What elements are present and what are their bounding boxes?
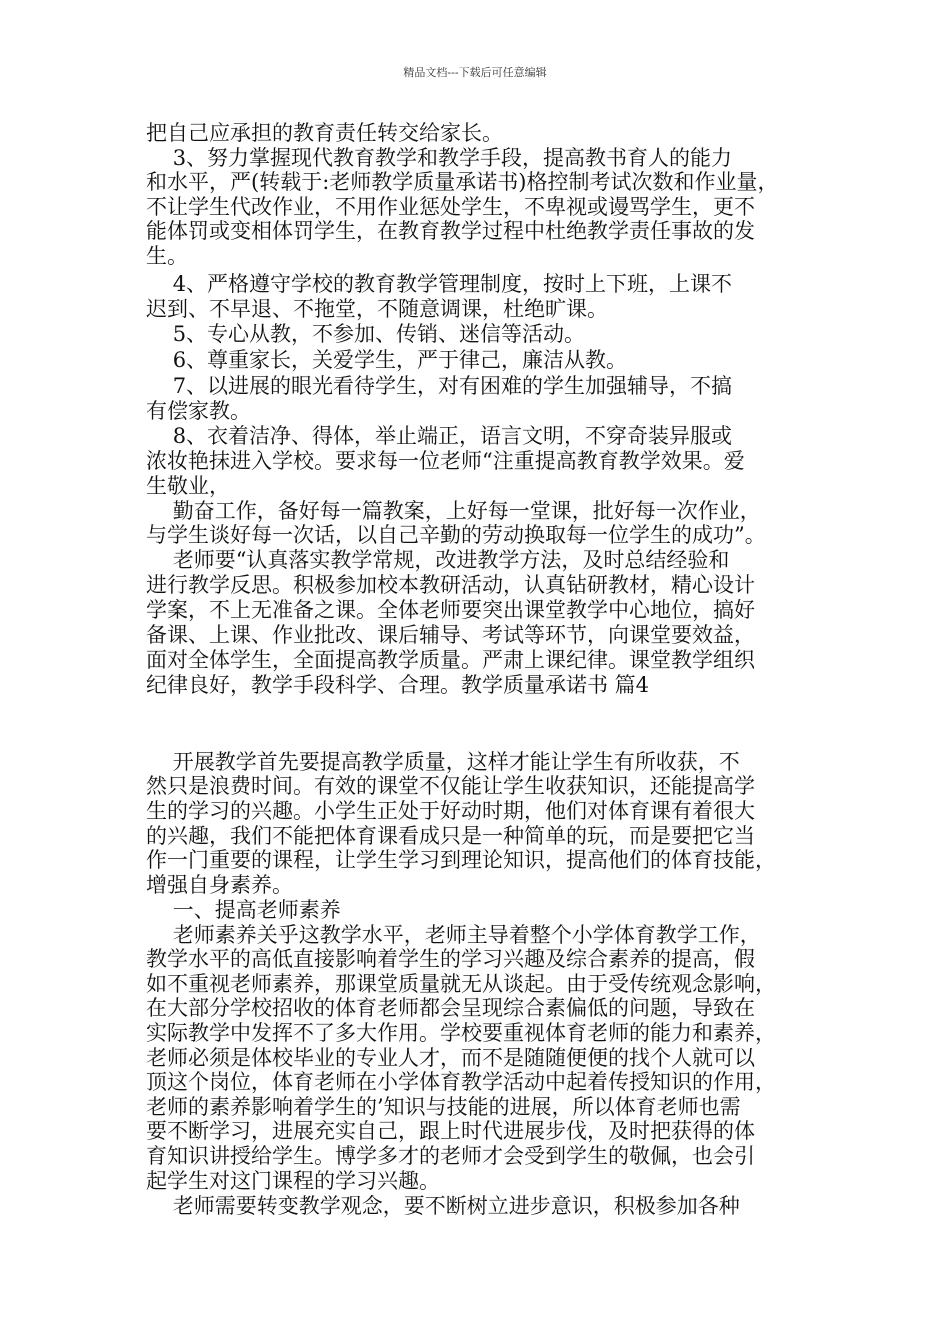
text-line: 老师需要转变教学观念，要不断树立进步意识，积极参加各种 xyxy=(146,1194,740,1218)
text-line: 生。 xyxy=(146,244,188,268)
text-line: 在大部分学校招收的体育老师都会呈现综合素偏低的问题，导致在 xyxy=(146,996,755,1020)
text-line: 6、尊重家长，关爱学生，严于律己，廉洁从教。 xyxy=(146,348,628,372)
text-line: 5、专心从教，不参加、传销、迷信等活动。 xyxy=(146,322,586,346)
text-line: 要不断学习，进展充实自己，跟上时代进展步伐，及时把获得的体 xyxy=(146,1119,755,1143)
text-line: 4、严格遵守学校的教育教学管理制度，按时上下班，上课不 xyxy=(146,272,733,296)
text-line: 增强自身素养。 xyxy=(146,873,293,897)
text-line: 迟到、不早退、不拖堂，不随意调课，杜绝旷课。 xyxy=(146,297,608,321)
text-line: 把自己应承担的教育责任转交给家长。 xyxy=(146,121,503,145)
text-line: 老师的素养影响着学生的’知识与技能的进展，所以体育老师也需 xyxy=(146,1095,741,1119)
text-line: 育知识讲授给学生。博学多才的老师才会受到学生的敬佩，也会引 xyxy=(146,1144,755,1168)
text-line: 然只是浪费时间。有效的课堂不仅能让学生收获知识，还能提高学 xyxy=(146,774,755,798)
text-line: 面对全体学生，全面提高教学质量。严肃上课纪律。课堂教学组织 xyxy=(146,648,755,672)
text-line: 老师要“认真落实教学常规，改进教学方法，及时总结经验和 xyxy=(146,548,730,572)
text-line: 老师必须是体校毕业的专业人才，而不是随随便便的找个人就可以 xyxy=(146,1046,755,1070)
text-line: 学案，不上无准备之课。全体老师要突出课堂教学中心地位，搞好 xyxy=(146,598,755,622)
text-line: 的兴趣，我们不能把体育课看成只是一种简单的玩，而是要把它当 xyxy=(146,824,755,848)
text-line: 作一门重要的课程，让学生学习到理论知识，提高他们的体育技能， xyxy=(146,848,776,872)
text-line: 教学水平的高低直接影响着学生的学习兴趣及综合素养的提高，假 xyxy=(146,947,755,971)
text-line: 生敬业， xyxy=(146,474,230,498)
text-line: 7、以进展的眼光看待学生，对有困难的学生加强辅导，不搞 xyxy=(146,374,733,398)
text-line: 能体罚或变相体罚学生，在教育教学过程中杜绝教学责任事故的发 xyxy=(146,219,755,243)
text-line: 老师素养关乎这教学水平，老师主导着整个小学体育教学工作， xyxy=(146,923,761,947)
text-line: 实际教学中发挥不了多大作用。学校要重视体育老师的能力和素养， xyxy=(146,1021,776,1045)
section-heading: 一、提高老师素养 xyxy=(146,898,341,922)
text-line: 生的学习的兴趣。小学生正处于好动时期，他们对体育课有着很大 xyxy=(146,799,755,823)
text-line: 备课、上课、作业批改、课后辅导、考试等环节，向课堂要效益， xyxy=(146,623,755,647)
page-header: 精品文档---下载后可任意编辑 xyxy=(403,66,547,79)
text-line: 与学生谈好每一次话，以自己辛勤的劳动换取每一位学生的成功”。 xyxy=(146,523,766,547)
text-line: 开展教学首先要提高教学质量，这样才能让学生有所收获，不 xyxy=(146,750,740,774)
text-line: 纪律良好，教学手段科学、合理。教学质量承诺书 篇4 xyxy=(146,673,650,697)
text-line: 浓妆艳抹进入学校。要求每一位老师“注重提高教育教学效果。爱 xyxy=(146,449,745,473)
text-line: 3、努力掌握现代教育教学和教学手段，提高教书育人的能力 xyxy=(146,146,733,170)
text-line: 起学生对这门课程的学习兴趣。 xyxy=(146,1169,440,1193)
text-line: 和水平，严(转载于:老师教学质量承诺书)格控制考试次数和作业量， xyxy=(146,170,779,194)
text-line: 勤奋工作，备好每一篇教案，上好每一堂课，批好每一次作业， xyxy=(146,499,761,523)
text-line: 8、衣着洁净、得体，举止端正，语言文明，不穿奇装异服或 xyxy=(146,424,733,448)
text-line: 如不重视老师素养，那课堂质量就无从谈起。由于受传统观念影响， xyxy=(146,972,776,996)
text-line: 不让学生代改作业，不用作业惩处学生，不卑视或谩骂学生，更不 xyxy=(146,195,755,219)
text-line: 顶这个岗位，体育老师在小学体育教学活动中起着传授知识的作用， xyxy=(146,1070,776,1094)
text-line: 进行教学反思。积极参加校本教研活动，认真钻研教材，精心设计 xyxy=(146,573,755,597)
text-line: 有偿家教。 xyxy=(146,399,251,423)
